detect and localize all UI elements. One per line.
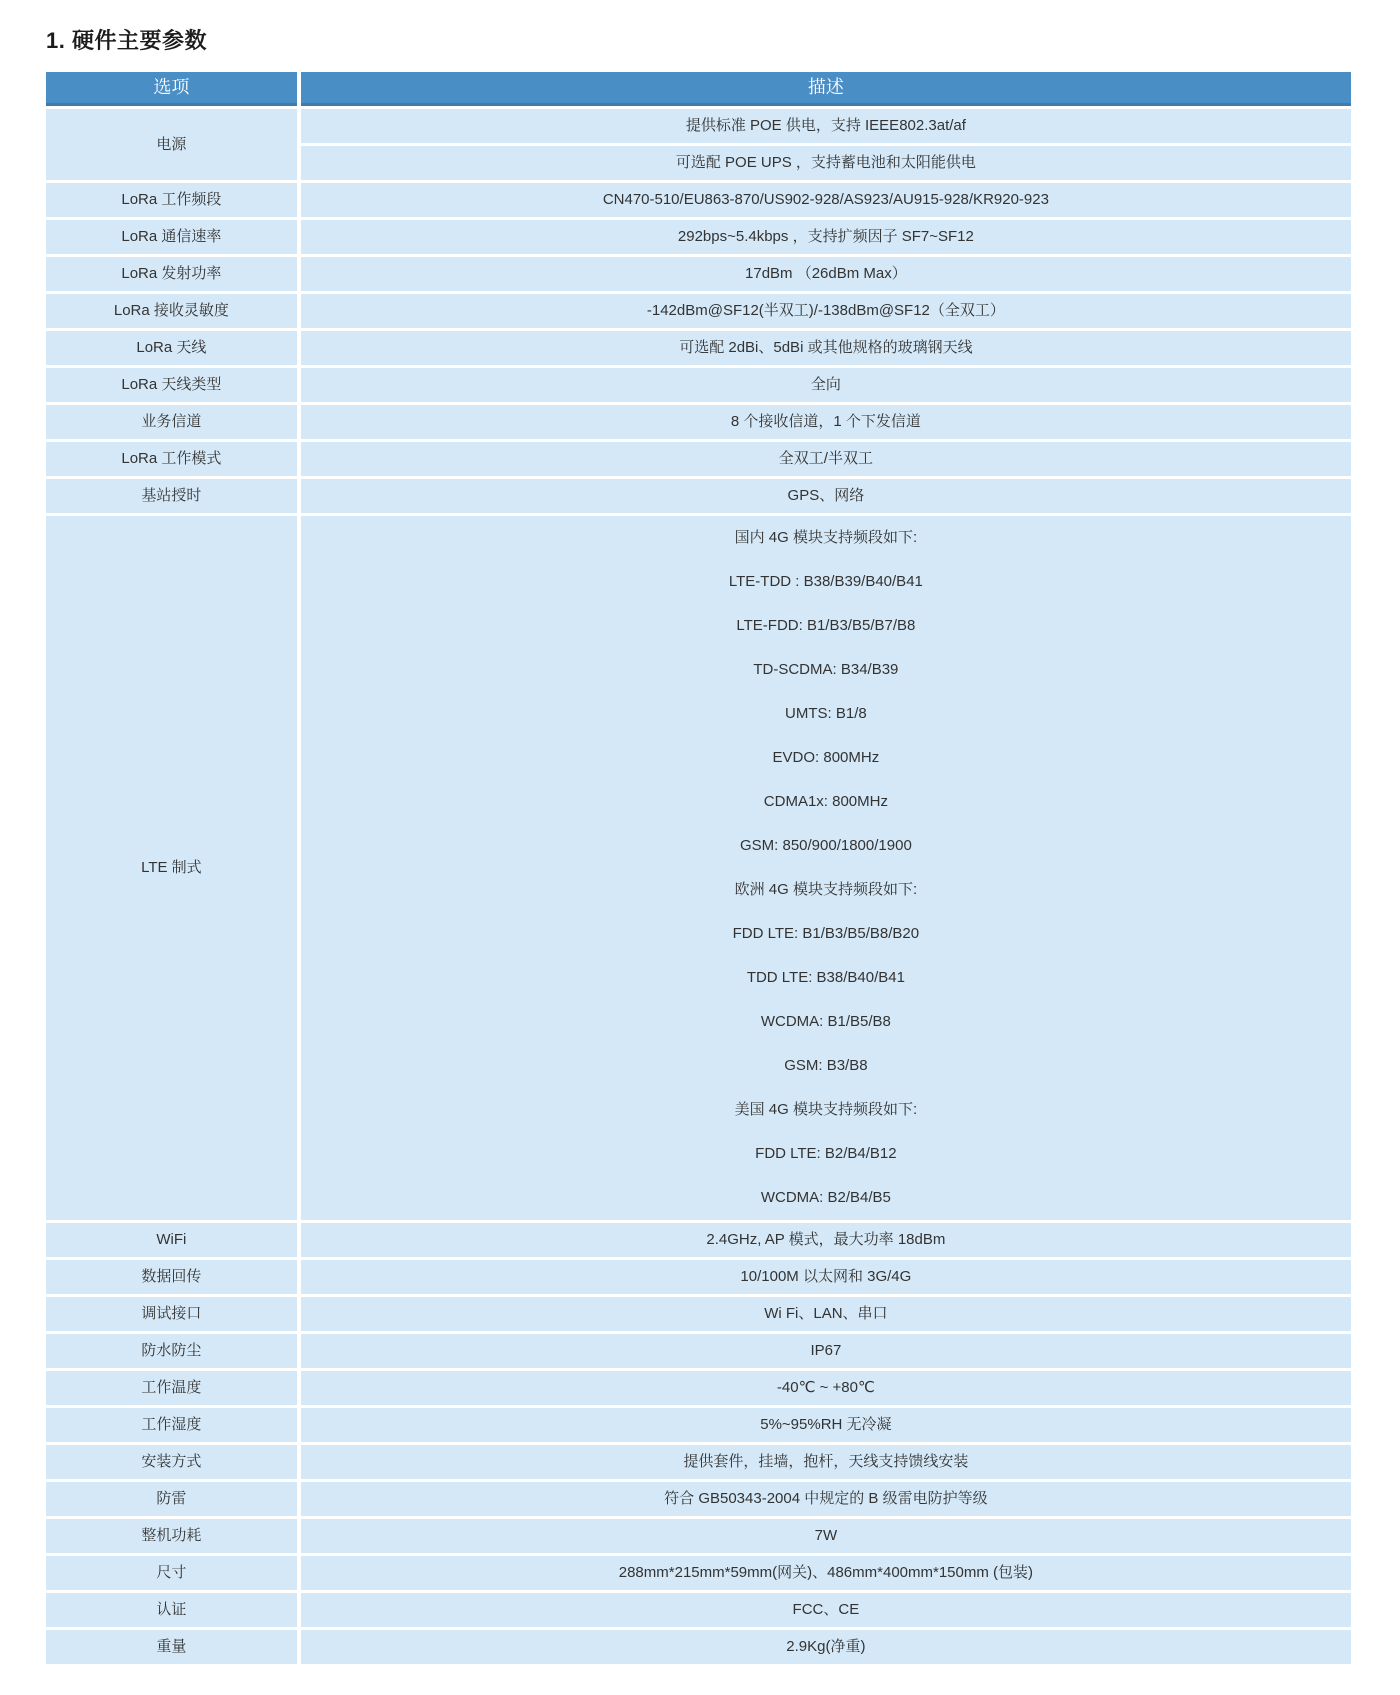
option-cell: 业务信道 [46,405,297,439]
table-row [46,1334,1351,1368]
table-row [46,1260,1351,1294]
table-row [46,1630,1351,1664]
column-header-description: 描述 [301,72,1351,106]
table-row [46,442,1351,476]
description-cell: Wi Fi、LAN、串口 [301,1297,1351,1331]
description-cell: -40℃ ~ +80℃ [301,1371,1351,1405]
description-cell: CN470-510/EU863-870/US902-928/AS923/AU915-928/KR920-923 [301,183,1351,217]
value-line: GSM: B3/B8 [784,1057,868,1074]
table-row [46,220,1351,254]
option-cell: 认证 [46,1593,297,1627]
value-line: 国内 4G 模块支持频段如下: [734,529,918,546]
description-cell: 10/100M 以太网和 3G/4G [301,1260,1351,1294]
description-cell: 2.9Kg(净重) [301,1630,1351,1664]
option-cell: 工作湿度 [46,1408,297,1442]
description-cell: 提供套件，挂墙，抱杆，天线支持馈线安装 [301,1445,1351,1479]
table-row [46,405,1351,439]
value-line: FDD LTE: B2/B4/B12 [755,1145,897,1162]
description-cell: GPS、网络 [301,479,1351,513]
description-cell: 2.4GHz, AP 模式，最大功率 18dBm [301,1223,1351,1257]
option-cell: 调试接口 [46,1297,297,1331]
option-cell: 尺寸 [46,1556,297,1590]
option-cell: 工作温度 [46,1371,297,1405]
value-line: WCDMA: B2/B4/B5 [760,1189,891,1206]
option-cell: LTE 制式 [46,516,297,1220]
option-cell: LoRa 工作模式 [46,442,297,476]
option-cell: 整机功耗 [46,1519,297,1553]
option-cell: 重量 [46,1630,297,1664]
value-line: FDD LTE: B1/B3/B5/B8/B20 [732,925,920,942]
hardware-spec-table [42,69,1355,1667]
description-cell: 全向 [301,368,1351,402]
table-row [46,1482,1351,1516]
value-line: UMTS: B1/8 [785,705,867,722]
table-row [46,368,1351,402]
table-row [46,1297,1351,1331]
description-cell: 可选配 2dBi、5dBi 或其他规格的玻璃钢天线 [301,331,1351,365]
description-cell: 全双工/半双工 [301,442,1351,476]
option-cell: LoRa 工作频段 [46,183,297,217]
value-line: 美国 4G 模块支持频段如下: [734,1101,918,1118]
option-cell: 安装方式 [46,1445,297,1479]
table-row [46,1445,1351,1479]
option-cell: 基站授时 [46,479,297,513]
value-line: GSM: 850/900/1800/1900 [739,837,912,854]
table-row [46,331,1351,365]
table-header-row [46,72,1351,106]
option-cell: 数据回传 [46,1260,297,1294]
table-row [46,257,1351,291]
description-cell: 7W [301,1519,1351,1553]
table-row [46,109,1351,143]
option-cell: LoRa 发射功率 [46,257,297,291]
option-cell: LoRa 天线 [46,331,297,365]
option-cell: LoRa 接收灵敏度 [46,294,297,328]
value-line: LTE-FDD: B1/B3/B5/B7/B8 [736,617,916,634]
table-row [46,1408,1351,1442]
description-cell: 符合 GB50343-2004 中规定的 B 级雷电防护等级 [301,1482,1351,1516]
value-line: TDD LTE: B38/B40/B41 [746,969,905,986]
table-row [46,516,1351,1220]
table-row [46,294,1351,328]
description-cell [301,516,1351,1220]
value-line: TD-SCDMA: B34/B39 [753,661,899,678]
value-line: EVDO: 800MHz [772,749,880,766]
option-cell: LoRa 通信速率 [46,220,297,254]
value-line: CDMA1x: 800MHz [763,793,888,810]
option-cell: 防雷 [46,1482,297,1516]
column-header-option: 选项 [46,72,297,106]
description-cell: IP67 [301,1334,1351,1368]
description-cell: 288mm*215mm*59mm(网关)、486mm*400mm*150mm (包装) [301,1556,1351,1590]
value-line: WCDMA: B1/B5/B8 [760,1013,891,1030]
description-cell: 17dBm （26dBm Max） [301,257,1351,291]
table-row [46,1519,1351,1553]
table-row [46,479,1351,513]
option-cell: WiFi [46,1223,297,1257]
value-line: LTE-TDD : B38/B39/B40/B41 [728,573,923,590]
option-cell: LoRa 天线类型 [46,368,297,402]
table-row [46,1556,1351,1590]
description-cell: 提供标准 POE 供电，支持 IEEE802.3at/af [301,109,1351,143]
description-cell: 292bps~5.4kbps ，支持扩频因子 SF7~SF12 [301,220,1351,254]
description-cell: 5%~95%RH 无冷凝 [301,1408,1351,1442]
description-cell: FCC、CE [301,1593,1351,1627]
table-row [46,1223,1351,1257]
value-line: 欧洲 4G 模块支持频段如下: [734,881,918,898]
page-title: 1. 硬件主要参数 [46,28,207,53]
option-cell: 电源 [46,109,297,180]
description-cell: -142dBm@SF12(半双工)/-138dBm@SF12（全双工） [301,294,1351,328]
table-row [46,183,1351,217]
option-cell: 防水防尘 [46,1334,297,1368]
description-cell: 8 个接收信道，1 个下发信道 [301,405,1351,439]
description-cell: 可选配 POE UPS ，支持蓄电池和太阳能供电 [301,146,1351,180]
table-row [46,1371,1351,1405]
table-row [46,1593,1351,1627]
